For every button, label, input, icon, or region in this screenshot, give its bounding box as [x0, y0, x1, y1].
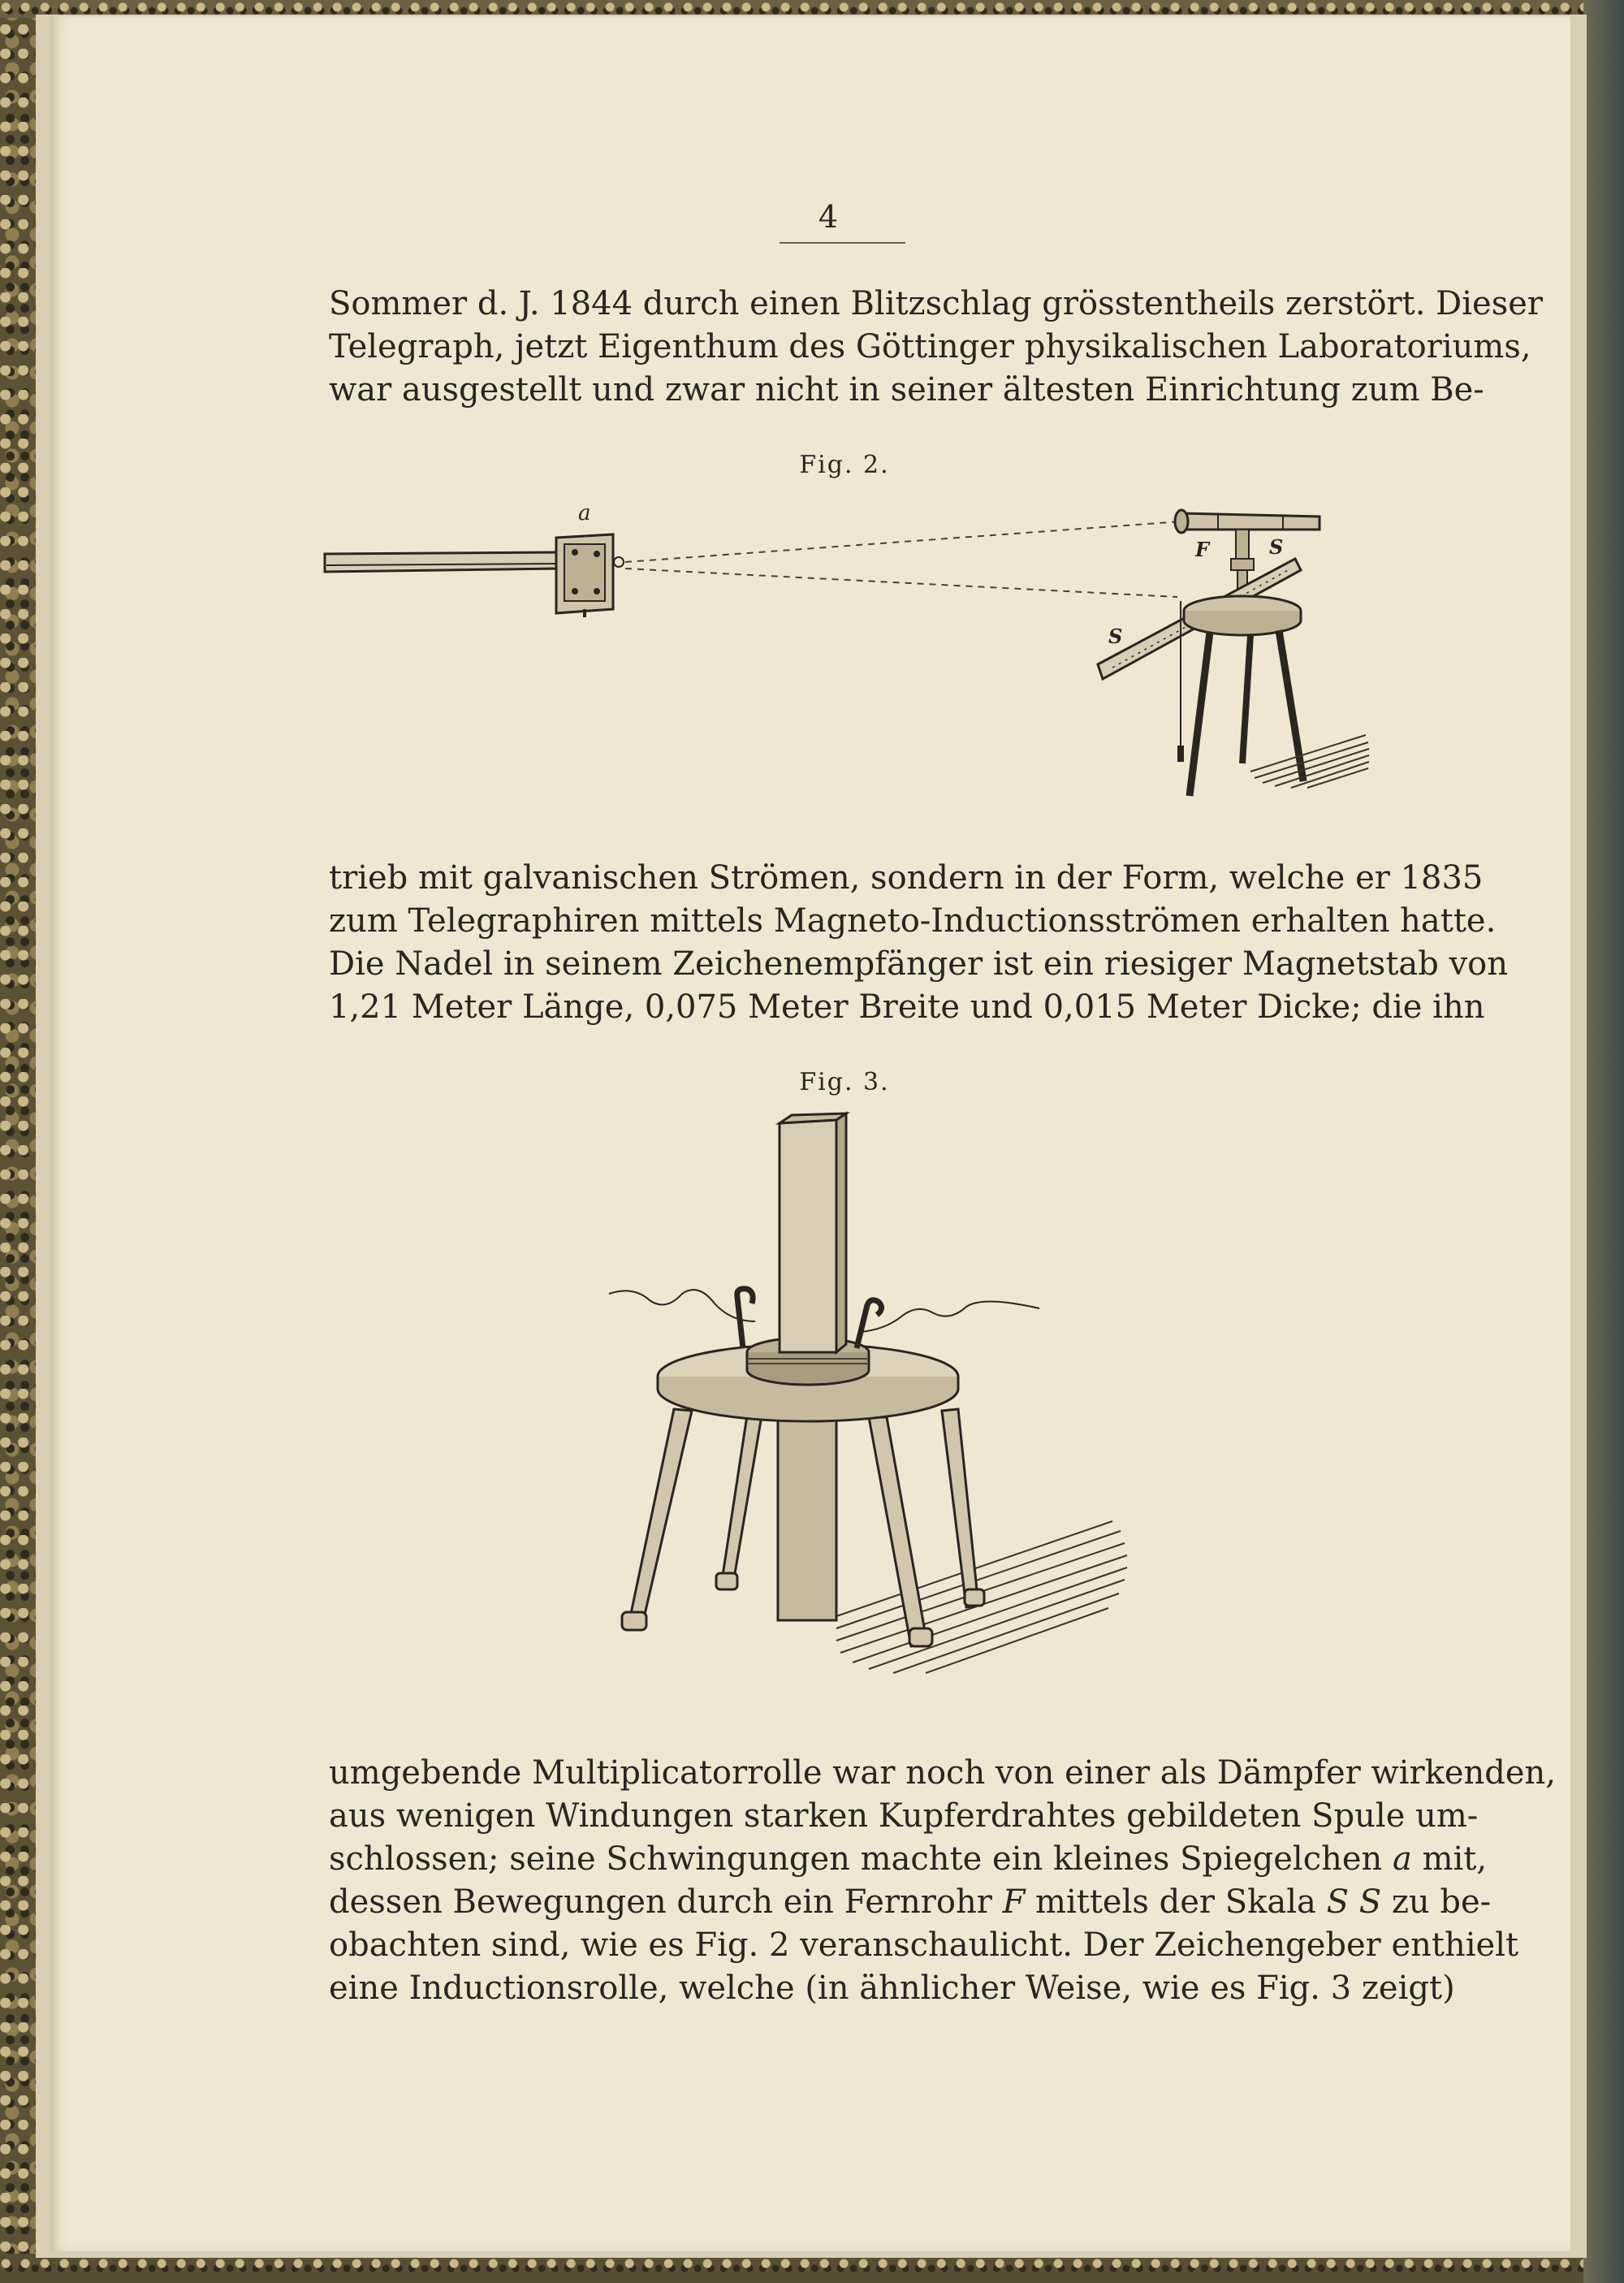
label-S-lower: S	[1108, 625, 1123, 648]
book-cover-right-edge	[1583, 0, 1624, 2283]
figure-3-magnet-stand-illustration	[593, 1109, 1145, 1693]
text-line: eine Inductionsrolle, welche (in ähnlicher Weise, wie es Fig. 3 zeigt)	[329, 1970, 1455, 2007]
page-number-rule	[780, 242, 905, 244]
text-line: Sommer d. J. 1844 durch einen Blitzschlag grösstentheils zerstört. Dieser	[329, 285, 1544, 322]
text-line: zum Telegraphiren mittels Magneto-Inductionsströmen erhalten hatte.	[329, 902, 1497, 940]
paragraph-2	[329, 857, 1509, 1029]
label-F: F	[1195, 538, 1210, 561]
text-line: 1,21 Meter Länge, 0,075 Meter Breite und 0,015 Meter Dicke; die ihn	[329, 988, 1485, 1026]
text-run: mittels der Skala	[1025, 1883, 1327, 1921]
text-line	[329, 1881, 1492, 1924]
tripod-stand	[1177, 596, 1369, 796]
hook-left	[737, 1289, 753, 1348]
magnet-bar-upper	[780, 1113, 846, 1352]
magnet-bar	[325, 552, 560, 572]
wire-right	[861, 1301, 1039, 1332]
paragraph-1	[329, 283, 1544, 412]
page-number: 4	[818, 199, 839, 235]
italic-symbol-SS: S S	[1326, 1883, 1382, 1921]
italic-symbol-F: F	[1002, 1883, 1026, 1921]
text-line: trieb mit galvanischen Strömen, sondern in der Form, welche er 1835	[329, 859, 1484, 897]
marbled-cover-left	[0, 0, 39, 2283]
sight-line-upper	[625, 521, 1181, 562]
text-line: obachten sind, wie es Fig. 2 veranschaulicht. Der Zeichengeber enthielt	[329, 1926, 1519, 1964]
italic-symbol-a: a	[1393, 1840, 1412, 1878]
text-line: war ausgestellt und zwar nicht in seiner ältesten Einrichtung zum Be-	[329, 371, 1484, 409]
hook-right	[857, 1300, 882, 1348]
text-line: umgebende Multiplicatorrolle war noch von einer als Dämpfer wirkenden,	[329, 1754, 1557, 1792]
text-run: schlossen; seine Schwingungen machte ein kleines Spiegelchen	[329, 1840, 1393, 1878]
figure-2-telescope-mirror-illustration	[317, 487, 1389, 812]
text-run: zu be-	[1381, 1883, 1492, 1921]
label-S-upper: S	[1269, 535, 1284, 559]
text-line: aus wenigen Windungen starken Kupferdrahtes gebildeten Spule um-	[329, 1797, 1479, 1835]
mirror-holder	[556, 534, 624, 617]
magnet-bar-lower	[778, 1417, 836, 1620]
text-line	[329, 1838, 1488, 1881]
label-a: a	[578, 501, 591, 525]
figure-3-caption: Fig. 3.	[799, 1068, 890, 1096]
paragraph-3	[329, 1752, 1557, 2010]
text-line: Telegraph, jetzt Eigenthum des Göttinger physikalischen Laboratoriums,	[329, 328, 1531, 365]
marbled-cover-bottom	[0, 2254, 1624, 2283]
text-run: dessen Bewegungen durch ein Fernrohr	[329, 1883, 1003, 1921]
sight-line-lower	[625, 569, 1177, 597]
figure-2-caption: Fig. 2.	[799, 451, 890, 479]
text-line: Die Nadel in seinem Zeichenempfänger ist ein riesiger Magnetstab von	[329, 945, 1509, 983]
wire-left	[609, 1290, 755, 1321]
text-run: mit,	[1411, 1840, 1488, 1878]
